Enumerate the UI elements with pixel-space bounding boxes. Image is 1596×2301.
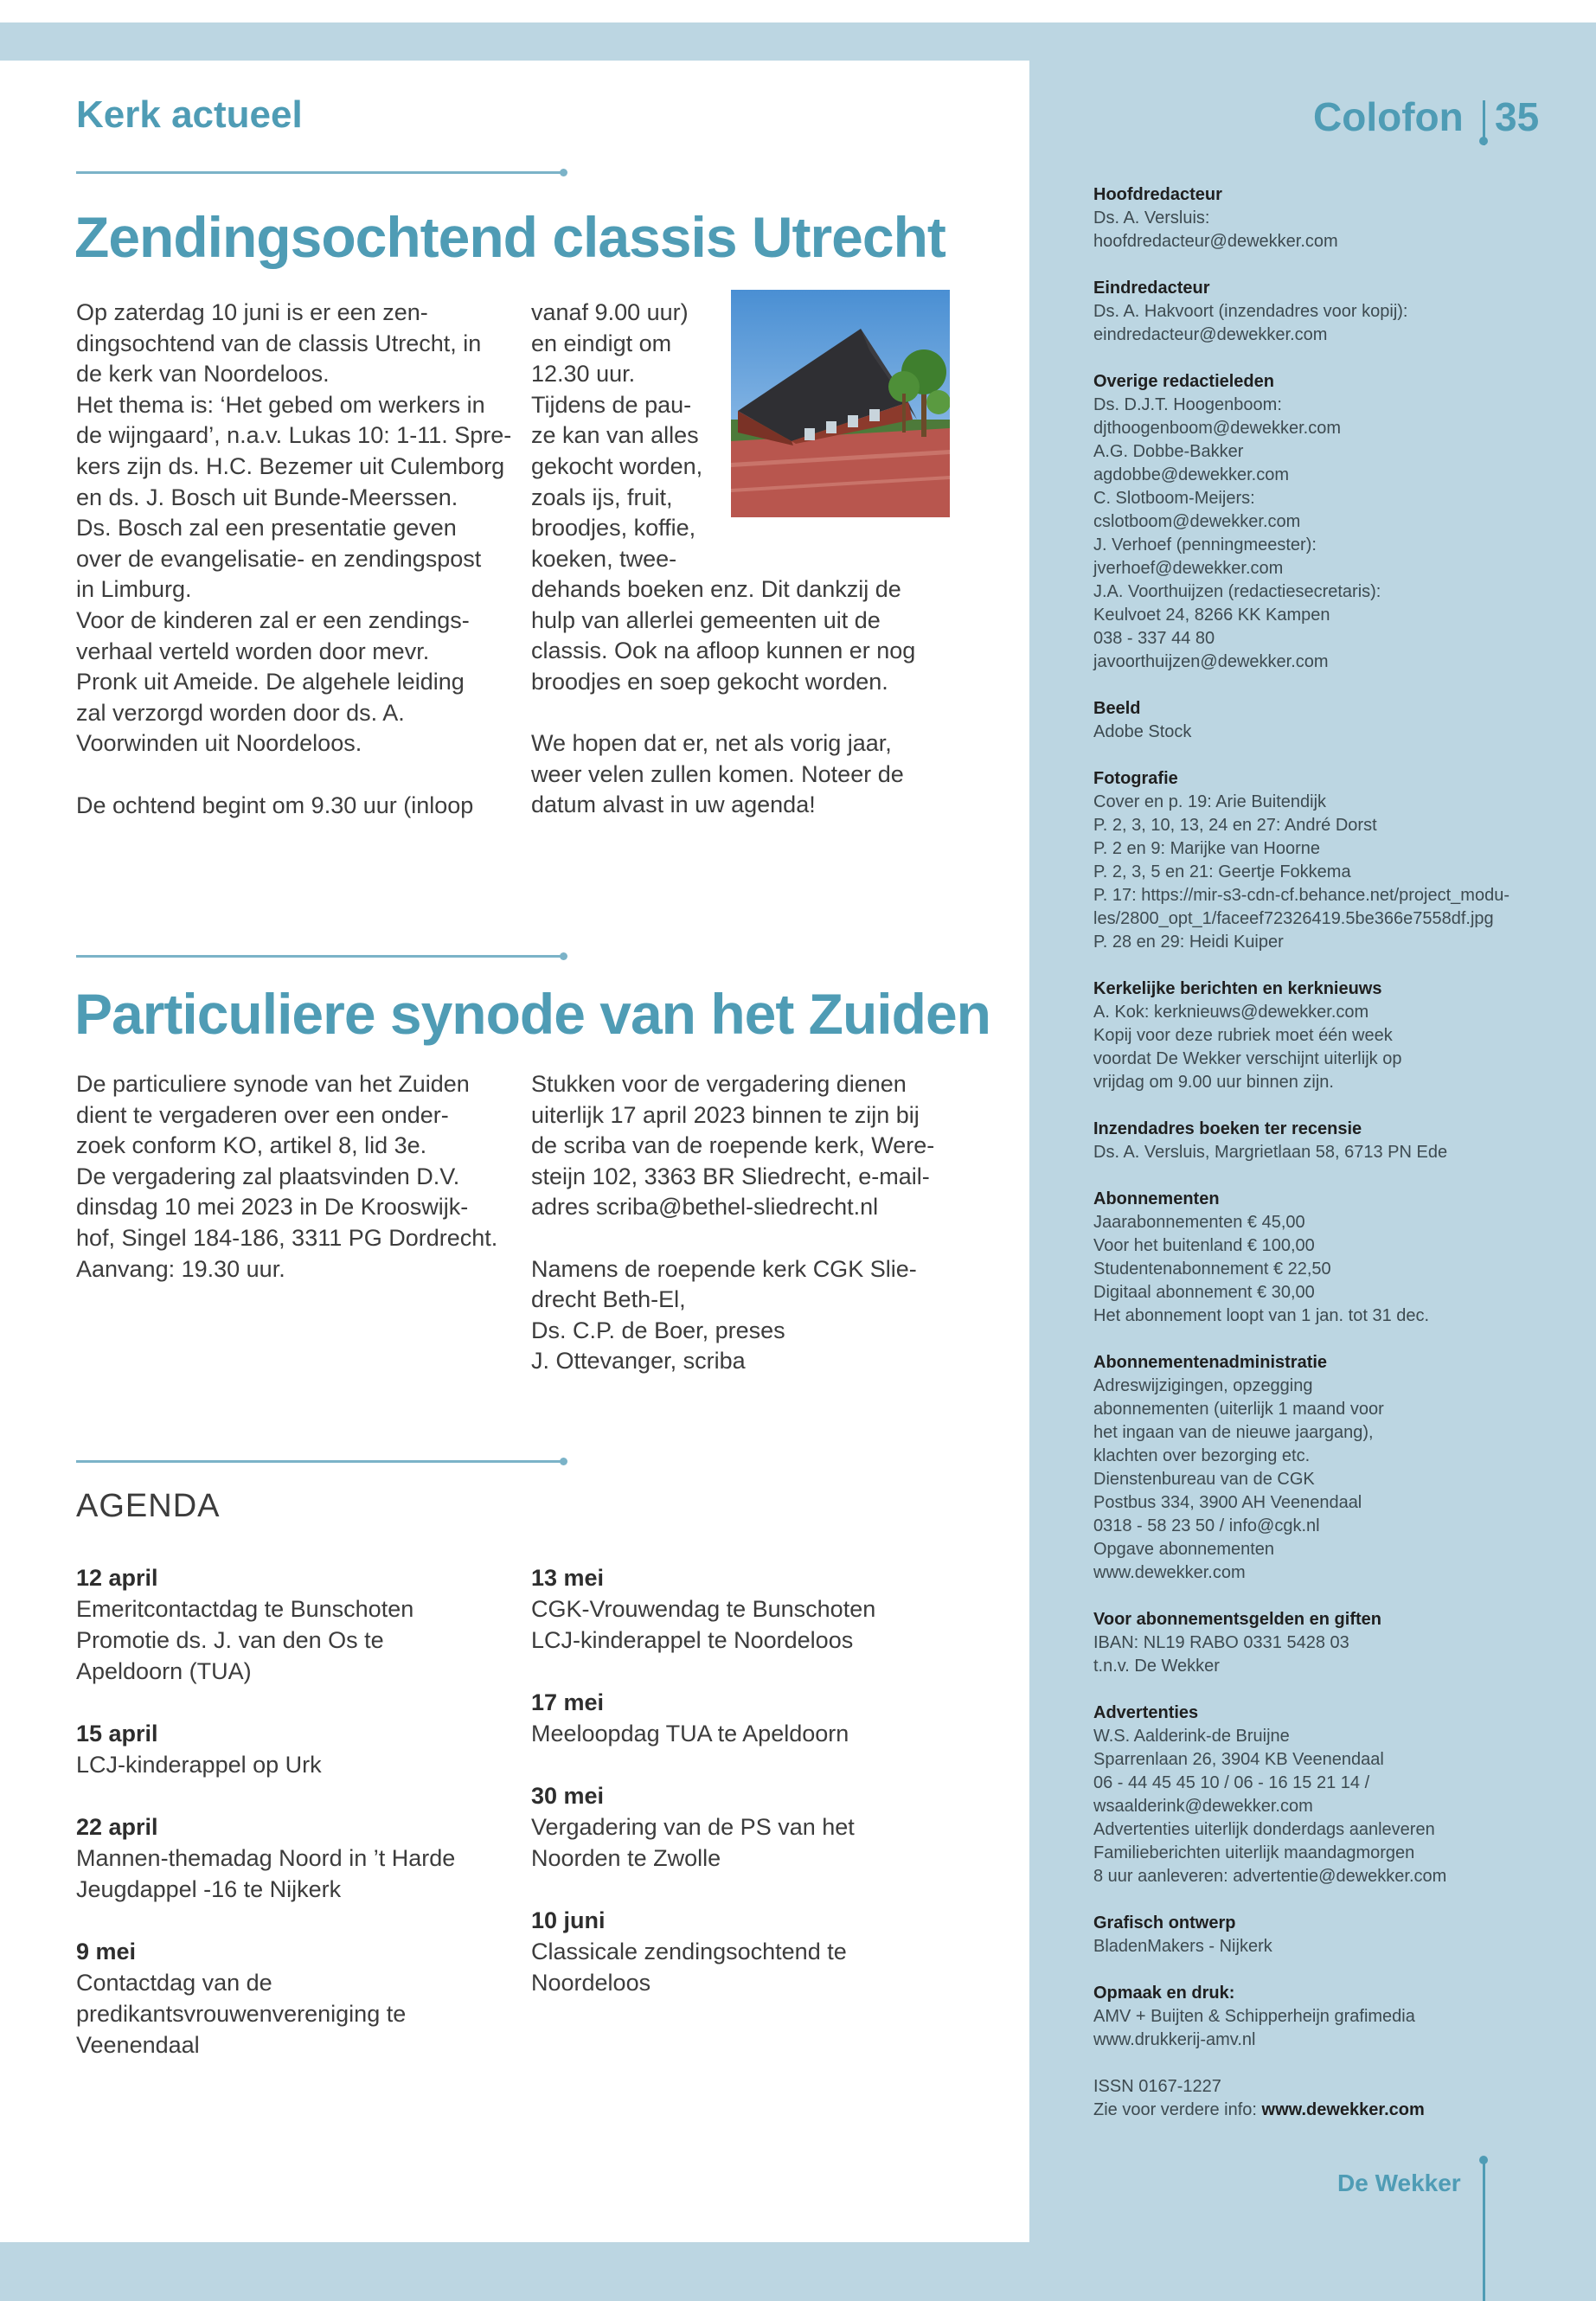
colofon-line: Opgave abonnementen xyxy=(1093,1540,1275,1559)
colofon-line: Keulvoet 24, 8266 KK Kampen xyxy=(1093,606,1330,625)
colofon-heading: Beeld xyxy=(1093,699,1141,718)
agenda-event: Veenendaal xyxy=(76,2032,200,2058)
colofon-line: t.n.v. De Wekker xyxy=(1093,1657,1220,1676)
colofon-line: Ds. A. Hakvoort (inzendadres voor kopij): xyxy=(1093,302,1408,321)
agenda-event: Classicale zendingsochtend te xyxy=(531,1939,847,1965)
article-2-column-2: Stukken voor de vergadering dienen uiterlijk 17 april 2023 binnen te zijn bij de scriba van de roepende kerk, Were- steijn 102, 3363 BR Sliedrecht, e-mail- adres scriba@bethel-sliedrecht.nl Namens de roepende kerk CGK Slie- drecht Beth-El, Ds. C.P. de Boer, preses J. Ottevanger, scriba xyxy=(531,1071,935,1375)
footer-divider xyxy=(1483,2159,1485,2301)
agenda-date: 30 mei xyxy=(531,1783,605,1809)
colofon-block xyxy=(1093,1608,1543,1678)
colofon-line: A.G. Dobbe-Bakker xyxy=(1093,442,1244,461)
colofon-heading: Opmaak en druk: xyxy=(1093,1984,1235,2003)
colofon-line: vrijdag om 9.00 uur binnen zijn. xyxy=(1093,1073,1334,1092)
top-band xyxy=(0,0,1596,22)
colofon-block xyxy=(1093,1351,1543,1585)
footer-brand: De Wekker xyxy=(1337,2170,1461,2196)
colofon-block xyxy=(1093,1702,1543,1888)
agenda-date: 9 mei xyxy=(76,1939,137,1965)
colofon-block xyxy=(1093,183,1543,253)
colofon-line: P. 2 en 9: Marijke van Hoorne xyxy=(1093,839,1321,858)
colofon-line: eindredacteur@dewekker.com xyxy=(1093,325,1328,344)
colofon-line: Postbus 334, 3900 AH Veenendaal xyxy=(1093,1493,1362,1512)
colofon-line: Sparrenlaan 26, 3904 KB Veenendaal xyxy=(1093,1750,1384,1769)
colofon-line: Ds. D.J.T. Hoogenboom: xyxy=(1093,395,1282,414)
more-info-label: Zie voor verdere info: xyxy=(1093,2100,1262,2119)
agenda-item xyxy=(531,1780,964,1874)
colofon-line: J. Verhoef (penningmeester): xyxy=(1093,535,1317,554)
colofon-block xyxy=(1093,977,1543,1094)
colofon-heading: Eindredacteur xyxy=(1093,279,1210,298)
colofon-line: J.A. Voorthuijzen (redactiesecretaris): xyxy=(1093,582,1381,601)
agenda-date: 13 mei xyxy=(531,1565,605,1591)
colofon-line: Advertenties uiterlijk donderdags aanleveren xyxy=(1093,1820,1435,1839)
agenda-title: AGENDA xyxy=(76,1488,221,1524)
website-link[interactable]: www.dewekker.com xyxy=(1261,2100,1425,2119)
colofon-line: Jaarabonnementen € 45,00 xyxy=(1093,1213,1305,1232)
colofon-line: voordat De Wekker verschijnt uiterlijk op xyxy=(1093,1049,1402,1068)
colofon-line: Studentenabonnement € 22,50 xyxy=(1093,1259,1331,1279)
colofon-block xyxy=(1093,1118,1543,1164)
colofon-block xyxy=(1093,370,1543,674)
agenda-event: Jeugdappel -16 te Nijkerk xyxy=(76,1876,342,1902)
colofon-line: Voor het buitenland € 100,00 xyxy=(1093,1236,1315,1255)
colofon-heading: Overige redactieleden xyxy=(1093,372,1274,391)
colofon-heading: Fotografie xyxy=(1093,769,1178,788)
divider-rule-3 xyxy=(76,1460,564,1463)
agenda-event: Meeloopdag TUA te Apeldoorn xyxy=(531,1721,849,1747)
agenda-left-column xyxy=(76,1562,509,2092)
agenda-item xyxy=(76,1811,509,1905)
divider-rule-1 xyxy=(76,171,564,174)
article-2-column-1: De particuliere synode van het Zuiden dient te vergaderen over een onder- zoek conform KO, artikel 8, lid 3e. De vergadering zal plaatsvinden D.V. dinsdag 10 mei 2023 in De Krooswijk- hof, Singel 184-186, 3311 PG Dordrecht. Aanvang: 19.30 uur. xyxy=(76,1071,498,1282)
colofon-line: hoofdredacteur@dewekker.com xyxy=(1093,232,1338,251)
colofon-line: BladenMakers - Nijkerk xyxy=(1093,1937,1272,1956)
agenda-event: Mannen-themadag Noord in ’t Harde xyxy=(76,1845,456,1871)
colofon-line: Digitaal abonnement € 30,00 xyxy=(1093,1283,1315,1302)
colofon-heading: Inzendadres boeken ter recensie xyxy=(1093,1119,1362,1138)
colofon-heading: Abonnementen xyxy=(1093,1189,1220,1208)
colofon-line: P. 2, 3, 5 en 21: Geertje Fokkema xyxy=(1093,862,1351,881)
colofon-line: AMV + Buijten & Schipperheijn grafimedia xyxy=(1093,2007,1415,2026)
colofon-line: P. 17: https://mir-s3-cdn-cf.behance.net/project_modu- xyxy=(1093,886,1509,905)
agenda-item xyxy=(76,1936,509,2061)
colofon-line: A. Kok: kerknieuws@dewekker.com xyxy=(1093,1003,1369,1022)
agenda-item xyxy=(76,1718,509,1780)
agenda-right-column xyxy=(531,1562,964,2029)
divider-rule-2 xyxy=(76,955,564,958)
colofon-line: Ds. A. Versluis: xyxy=(1093,208,1210,228)
colofon-block xyxy=(1093,1982,1543,2052)
church-photo xyxy=(731,290,950,517)
colofon-line: cslotboom@dewekker.com xyxy=(1093,512,1301,531)
agenda-item xyxy=(531,1687,964,1749)
colofon-line: agdobbe@dewekker.com xyxy=(1093,465,1289,484)
agenda-date: 12 april xyxy=(76,1565,158,1591)
colofon-line: 0318 - 58 23 50 / info@cgk.nl xyxy=(1093,1516,1320,1535)
issn-block xyxy=(1093,2075,1543,2122)
agenda-event: CGK-Vrouwendag te Bunschoten xyxy=(531,1596,876,1622)
colofon-heading: Hoofdredacteur xyxy=(1093,185,1222,204)
colofon-block xyxy=(1093,1188,1543,1328)
colofon-block xyxy=(1093,1912,1543,1958)
colofon-line: wsaalderink@dewekker.com xyxy=(1093,1797,1313,1816)
agenda-date: 17 mei xyxy=(531,1689,605,1715)
colofon-line: Familieberichten uiterlijk maandagmorgen xyxy=(1093,1843,1415,1862)
colofon-block xyxy=(1093,697,1543,744)
colofon-line: klachten over bezorging etc. xyxy=(1093,1446,1311,1465)
colofon-line: Ds. A. Versluis, Margrietlaan 58, 6713 PN Ede xyxy=(1093,1143,1448,1162)
colofon-line: Kopij voor deze rubriek moet één week xyxy=(1093,1026,1393,1045)
colofon-divider-dot xyxy=(1479,137,1488,145)
church-photo-image xyxy=(731,290,950,517)
colofon-line: jverhoef@dewekker.com xyxy=(1093,559,1284,578)
colofon-line: www.drukkerij-amv.nl xyxy=(1093,2030,1256,2049)
colofon-line: Dienstenbureau van de CGK xyxy=(1093,1470,1315,1489)
agenda-date: 15 april xyxy=(76,1721,158,1747)
agenda-event: Apeldoorn (TUA) xyxy=(76,1658,252,1684)
agenda-event: predikantsvrouwenvereniging te xyxy=(76,2001,407,2027)
colofon-line: 06 - 44 45 45 10 / 06 - 16 15 21 14 / xyxy=(1093,1773,1370,1792)
colofon-line: abonnementen (uiterlijk 1 maand voor xyxy=(1093,1400,1384,1419)
article-1-column-2-top: vanaf 9.00 uur) en eindigt om 12.30 uur. Tijdens de pau- ze kan van alles gekocht worden, zoals ijs, fruit, broodjes, koffie, koeken, twee- xyxy=(531,299,703,572)
colofon-line: 8 uur aanleveren: advertentie@dewekker.com xyxy=(1093,1867,1447,1886)
colofon-line: Adreswijzigingen, opzegging xyxy=(1093,1376,1313,1395)
colofon-line: www.dewekker.com xyxy=(1093,1563,1246,1582)
agenda-item xyxy=(531,1905,964,1998)
colofon-title: Colofon xyxy=(1313,94,1464,139)
colofon-line: W.S. Aalderink-de Bruijne xyxy=(1093,1727,1290,1746)
agenda-event: Noorden te Zwolle xyxy=(531,1845,721,1871)
agenda-item xyxy=(76,1562,509,1687)
colofon-heading: Advertenties xyxy=(1093,1703,1199,1722)
issn-number: ISSN 0167-1227 xyxy=(1093,2077,1221,2096)
colofon-line: javoorthuijzen@dewekker.com xyxy=(1093,652,1329,671)
agenda-event: LCJ-kinderappel te Noordeloos xyxy=(531,1627,854,1653)
colofon-line: 038 - 337 44 80 xyxy=(1093,629,1215,648)
colofon-line: Cover en p. 19: Arie Buitendijk xyxy=(1093,792,1327,811)
colofon-heading: Abonnementenadministratie xyxy=(1093,1353,1328,1372)
article-2-title: Particuliere synode van het Zuiden xyxy=(74,982,990,1046)
colofon-line: C. Slotboom-Meijers: xyxy=(1093,489,1255,508)
colofon-line: IBAN: NL19 RABO 0331 5428 03 xyxy=(1093,1633,1349,1652)
colofon-line: Het abonnement loopt van 1 jan. tot 31 dec. xyxy=(1093,1306,1430,1325)
agenda-event: Contactdag van de xyxy=(76,1970,272,1996)
section-label: Kerk actueel xyxy=(76,93,303,136)
article-1-column-1: Op zaterdag 10 juni is er een zen- dingsochtend van de classis Utrecht, in de kerk van Noordeloos. Het thema is: ‘Het gebed om werkers in de wijngaard’, n.a.v. Lukas 10: 1-11. Spre- kers zijn ds. H.C. Bezemer uit Culemborg en ds. J. Bosch uit Bunde-Meerssen. Ds. Bosch zal een presentatie geven over de evangelisatie- en zendingspost in Limburg. Voor de kinderen zal er een zendings- verhaal verteld worden door mevr. Pronk uit Ameide. De algehele leiding zal verzorgd worden door ds. A. Voorwinden uit Noordeloos. De ochtend begint om 9.30 uur (inloop xyxy=(76,299,512,818)
colofon-block xyxy=(1093,767,1543,954)
agenda-date: 22 april xyxy=(76,1814,158,1840)
page-number: 35 xyxy=(1495,94,1540,139)
agenda-event: Noordeloos xyxy=(531,1970,651,1996)
colofon-line: P. 2, 3, 10, 13, 24 en 27: André Dorst xyxy=(1093,816,1377,835)
more-info-line xyxy=(1093,2099,1543,2122)
article-1-column-2-bottom: dehands boeken enz. Dit dankzij de hulp van allerlei gemeenten uit de classis. Ook na afloop kunnen er nog broodjes en soep gekocht worden. We hopen dat er, net als vorig jaar, weer velen zullen komen. Noteer de datum alvast in uw agenda! xyxy=(531,576,916,818)
colofon-heading: Voor abonnementsgelden en giften xyxy=(1093,1610,1381,1629)
colofon-heading: Kerkelijke berichten en kerknieuws xyxy=(1093,979,1382,998)
agenda-event: Emeritcontactdag te Bunschoten xyxy=(76,1596,414,1622)
colofon-line: Adobe Stock xyxy=(1093,722,1192,741)
colofon-block xyxy=(1093,277,1543,347)
colofon-line: les/2800_opt_1/faceef72326419.5be366e7558df.jpg xyxy=(1093,909,1494,928)
agenda-item xyxy=(531,1562,964,1656)
agenda-date: 10 juni xyxy=(531,1907,606,1933)
colofon-list xyxy=(1093,183,1543,2145)
colofon-line: djthoogenboom@dewekker.com xyxy=(1093,419,1342,438)
agenda-event: Promotie ds. J. van den Os te xyxy=(76,1627,384,1653)
colofon-heading: Grafisch ontwerp xyxy=(1093,1913,1236,1932)
agenda-event: Vergadering van de PS van het xyxy=(531,1814,855,1840)
footer-divider-dot xyxy=(1479,2156,1488,2164)
agenda-event: LCJ-kinderappel op Urk xyxy=(76,1752,322,1778)
colofon-line: het ingaan van de nieuwe jaargang), xyxy=(1093,1423,1374,1442)
colofon-line: P. 28 en 29: Heidi Kuiper xyxy=(1093,933,1284,952)
article-1-title: Zendingsochtend classis Utrecht xyxy=(74,205,945,269)
